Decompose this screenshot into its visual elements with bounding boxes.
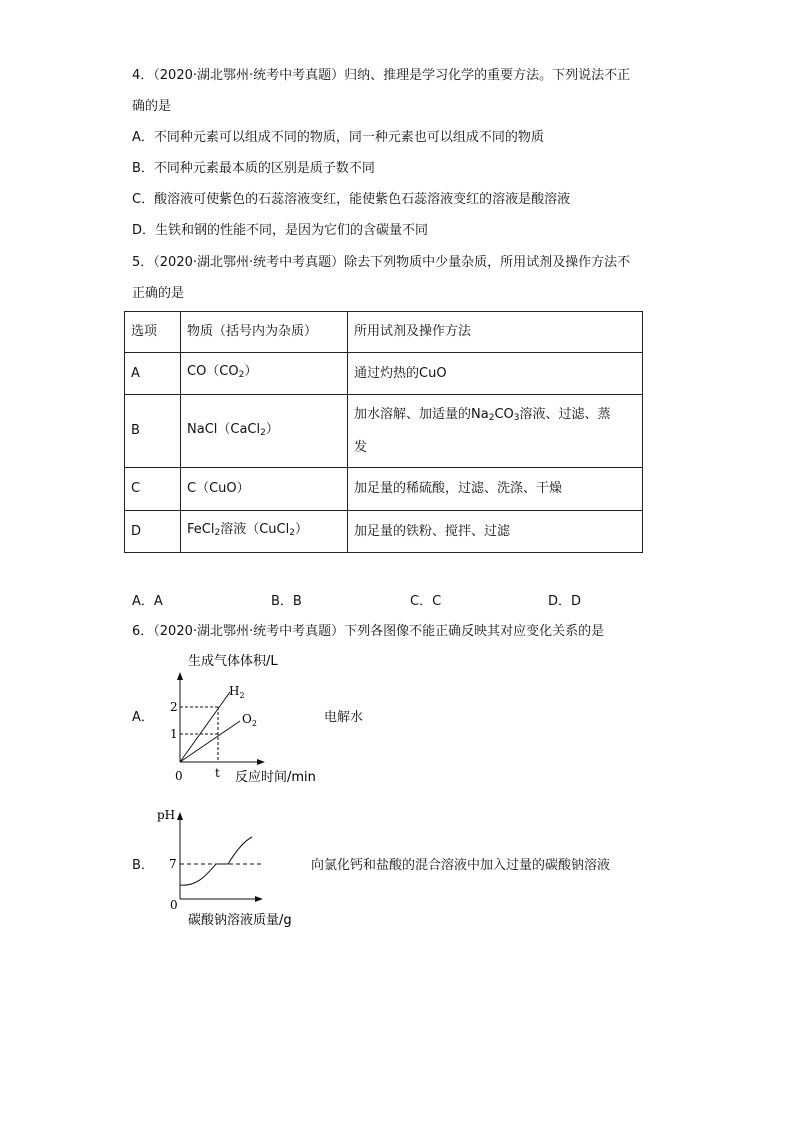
q6-option-a-desc: 电解水 — [324, 710, 364, 725]
table-row — [125, 468, 643, 511]
graph-b-xlabel: 碳酸钠溶液质量/g — [188, 913, 292, 928]
q4-option-b: B．不同种元素最本质的区别是质子数不同 — [132, 161, 375, 176]
graph-a-label-o2: $O_2$ — [242, 712, 257, 728]
row-method: 加足量的稀硫酸，过滤、洗涤、干燥 — [348, 468, 643, 511]
q4-option-c: C．酸溶液可使紫色的石蕊溶液变红，能使紫色石蕊溶液变红的溶液是酸溶液 — [132, 192, 571, 207]
graph-b-origin: 0 — [170, 898, 178, 912]
graph-b-x-arrow — [255, 896, 263, 902]
q5-stem-line1: 5．（2020·湖北鄂州·统考中考真题）除去下列物质中少量杂质，所用试剂及操作方法不 — [132, 255, 631, 270]
table-header-row — [125, 312, 643, 353]
table-header-method: 所用试剂及操作方法 — [348, 312, 643, 353]
q6-graph-b — [150, 803, 320, 933]
q4-stem-line2: 确的是 — [132, 99, 172, 114]
graph-a-xlabel: 反应时间/min — [235, 770, 316, 785]
q6-stem: 6．（2020·湖北鄂州·统考中考真题）下列各图像不能正确反映其对应变化关系的是 — [132, 624, 605, 639]
graph-b-y-arrow — [177, 812, 183, 820]
q5-answer-a: A．A — [132, 594, 163, 609]
q4-option-d: D．生铁和钢的性能不同，是因为它们的含碳量不同 — [132, 223, 429, 238]
table-row — [125, 511, 643, 553]
row-option: C — [125, 468, 181, 511]
row-substance: FeCl$_2$溶液（CuCl$_2$） — [181, 511, 348, 553]
row-option: A — [125, 353, 181, 395]
graph-a-origin: 0 — [175, 769, 183, 783]
graph-a-label-h2: $H_2$ — [229, 684, 245, 700]
q5-answer-b: B．B — [271, 594, 302, 609]
row-substance: NaCl（CaCl$_2$） — [181, 395, 348, 468]
row-method: 加足量的铁粉、搅拌、过滤 — [348, 511, 643, 553]
table-row — [125, 353, 643, 395]
q4-stem-line1: 4．（2020·湖北鄂州·统考中考真题）归纳、推理是学习化学的重要方法。下列说法不正 — [132, 68, 631, 83]
q6-option-b-letter: B． — [132, 858, 154, 873]
graph-a-ytick-2: 2 — [170, 700, 178, 714]
graph-a-o2-line — [180, 721, 240, 762]
q6-graph-a — [150, 645, 340, 790]
q5-answer-c: C．C — [410, 594, 442, 609]
q6-option-b-desc: 向氯化钙和盐酸的混合溶液中加入过量的碳酸钠溶液 — [311, 858, 611, 873]
row-option: D — [125, 511, 181, 553]
table-header-substance: 物质（括号内为杂质） — [181, 312, 348, 353]
graph-b-ph-curve — [180, 837, 252, 885]
table-row — [125, 395, 643, 468]
row-substance: $CO(CO_2)$ — [181, 353, 348, 395]
graph-a-ylabel: 生成气体体积/L — [188, 654, 278, 669]
graph-b-ytick-7: 7 — [169, 857, 177, 871]
graph-a-xtick: t — [215, 766, 220, 780]
q5-answer-d: D．D — [548, 594, 582, 609]
q6-option-a-letter: A． — [132, 710, 154, 725]
graph-a-x-arrow — [257, 759, 265, 765]
graph-a-h2-line — [180, 692, 230, 762]
q5-stem-line2: 正确的是 — [132, 286, 185, 301]
graph-a-y-arrow — [177, 672, 183, 680]
row-method: 加水溶解、加适量的$Na_2CO_3$溶液、过滤、蒸 发 — [348, 395, 643, 468]
row-substance: C（CuO） — [181, 468, 348, 511]
graph-a-ytick-1: 1 — [170, 727, 178, 741]
table-header-option: 选项 — [125, 312, 181, 353]
row-method: 通过灼热的CuO — [348, 353, 643, 395]
row-option: B — [125, 395, 181, 468]
graph-b-ylabel: pH — [157, 808, 176, 822]
q5-options-table — [124, 311, 643, 553]
q4-option-a: A．不同种元素可以组成不同的物质，同一种元素也可以组成不同的物质 — [132, 130, 544, 145]
